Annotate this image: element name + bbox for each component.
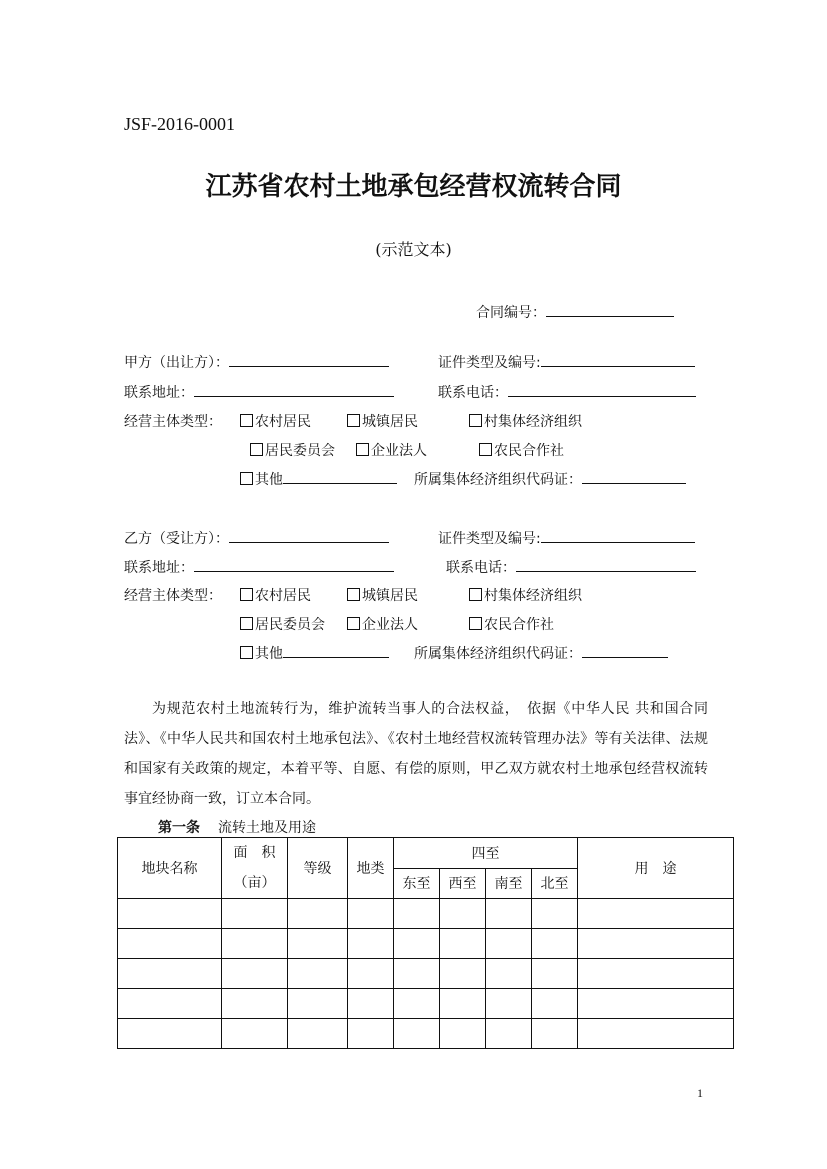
table-row (118, 959, 734, 989)
checkbox-icon[interactable] (347, 588, 360, 601)
party-b-option-cooperative[interactable]: 农民合作社 (469, 614, 554, 634)
table-row (118, 1019, 734, 1049)
party-a-org-code-label: 所属集体经济组织代码证： (414, 472, 582, 488)
checkbox-icon[interactable] (250, 443, 263, 456)
party-b-phone-label: 联系电话： (446, 560, 516, 576)
document-title: 江苏省农村土地承包经营权流转合同 (205, 172, 622, 202)
party-a-phone-row (438, 382, 696, 402)
preamble-text: 为规范农村土地流转行为，维护流转当事人的合法权益， 依据《中华人民 共和国合同法》、《中华人民共和国农村土地承包法》、《农村土地经营权流转管理办法》等有关法律、法规和国家有关政策的规定，本着平等、自愿、有偿的原则，甲乙双方就农村土地承包经营权流转事宜经协商一致，订立本合同。 (124, 701, 708, 807)
party-a-name-field[interactable] (229, 352, 389, 367)
party-b-option-other[interactable]: 其他 (240, 643, 389, 663)
checkbox-icon[interactable] (469, 414, 482, 427)
table-header-row (118, 838, 734, 869)
party-b-org-code-row (414, 643, 668, 663)
checkbox-icon[interactable] (240, 588, 253, 601)
checkbox-icon[interactable] (469, 588, 482, 601)
party-a-option-cooperative[interactable]: 农民合作社 (479, 440, 564, 460)
party-b-address-label: 联系地址： (124, 560, 194, 576)
party-a-option-residents-committee[interactable]: 居民委员会 (250, 440, 335, 460)
party-b-name-field[interactable] (229, 528, 389, 543)
checkbox-icon[interactable] (240, 617, 253, 630)
party-b-phone-row (446, 557, 696, 577)
checkbox-icon[interactable] (479, 443, 492, 456)
party-b-name-label: 乙方（受让方）： (124, 531, 229, 547)
party-b-org-code-field[interactable] (582, 643, 668, 658)
party-b-id-label: 证件类型及编号: (438, 531, 541, 547)
checkbox-icon[interactable] (240, 646, 253, 659)
party-a-id-field[interactable] (541, 352, 695, 367)
party-a-name-label: 甲方（出让方）： (124, 355, 229, 371)
header-area-bottom: （亩） (233, 875, 276, 891)
preamble-paragraph (124, 694, 708, 814)
party-a-phone-label: 联系电话： (438, 385, 508, 401)
party-b-id-field[interactable] (541, 528, 695, 543)
party-a-address-row (124, 382, 394, 402)
party-b-entity-type-label: 经营主体类型： (124, 588, 222, 604)
checkbox-icon[interactable] (347, 617, 360, 630)
header-area (222, 838, 288, 899)
party-b-option-village-collective[interactable]: 村集体经济组织 (469, 585, 582, 605)
party-b-option-residents-committee[interactable]: 居民委员会 (240, 614, 325, 634)
party-b-other-field[interactable] (283, 643, 389, 658)
party-b-option-urban-resident[interactable]: 城镇居民 (347, 585, 418, 605)
party-a-id-label: 证件类型及编号: (438, 355, 541, 371)
article-1-heading (158, 817, 316, 837)
checkbox-icon[interactable] (469, 617, 482, 630)
header-land-type: 地类 (348, 838, 394, 899)
checkbox-icon[interactable] (347, 414, 360, 427)
party-a-id-row (438, 352, 695, 372)
document-subtitle: (示范文本) (375, 240, 452, 259)
contract-number-field[interactable] (546, 302, 674, 317)
land-table (117, 837, 734, 1049)
document-code: JSF-2016-0001 (124, 114, 236, 134)
table-row (118, 899, 734, 929)
party-a-option-enterprise[interactable]: 企业法人 (356, 440, 427, 460)
party-b-phone-field[interactable] (516, 557, 696, 572)
article-1-number: 第一条 (158, 820, 200, 836)
party-b-option-rural-resident[interactable]: 农村居民 (240, 585, 311, 605)
party-a-name-row (124, 352, 389, 372)
contract-number-row (476, 302, 674, 322)
party-a-phone-field[interactable] (508, 382, 696, 397)
article-1-title: 流转土地及用途 (218, 820, 316, 836)
party-b-id-row (438, 528, 695, 548)
header-south: 南至 (486, 868, 532, 899)
party-b-option-enterprise[interactable]: 企业法人 (347, 614, 418, 634)
party-a-option-village-collective[interactable]: 村集体经济组织 (469, 411, 582, 431)
header-boundaries: 四至 (394, 838, 578, 869)
party-a-org-code-field[interactable] (582, 469, 686, 484)
checkbox-icon[interactable] (240, 472, 253, 485)
header-north: 北至 (532, 868, 578, 899)
party-a-entity-type-label: 经营主体类型： (124, 414, 222, 430)
party-a-address-label: 联系地址： (124, 385, 194, 401)
party-b-org-code-label: 所属集体经济组织代码证： (414, 646, 582, 662)
table-row (118, 989, 734, 1019)
contract-number-label: 合同编号： (476, 305, 546, 321)
party-a-option-urban-resident[interactable]: 城镇居民 (347, 411, 418, 431)
party-a-option-rural-resident[interactable]: 农村居民 (240, 411, 311, 431)
party-a-other-field[interactable] (283, 469, 397, 484)
header-plot-name: 地块名称 (118, 838, 222, 899)
header-usage: 用 途 (578, 838, 734, 899)
checkbox-icon[interactable] (240, 414, 253, 427)
header-east: 东至 (394, 868, 440, 899)
party-b-name-row (124, 528, 389, 548)
party-a-option-other[interactable]: 其他 (240, 469, 397, 489)
party-b-address-field[interactable] (194, 557, 394, 572)
party-a-org-code-row (414, 469, 686, 489)
header-grade: 等级 (288, 838, 348, 899)
checkbox-icon[interactable] (356, 443, 369, 456)
header-west: 西至 (440, 868, 486, 899)
party-a-address-field[interactable] (194, 382, 394, 397)
page-number: 1 (697, 1086, 703, 1100)
party-b-address-row (124, 557, 394, 577)
header-area-top: 面 积 (233, 845, 276, 861)
table-row (118, 929, 734, 959)
